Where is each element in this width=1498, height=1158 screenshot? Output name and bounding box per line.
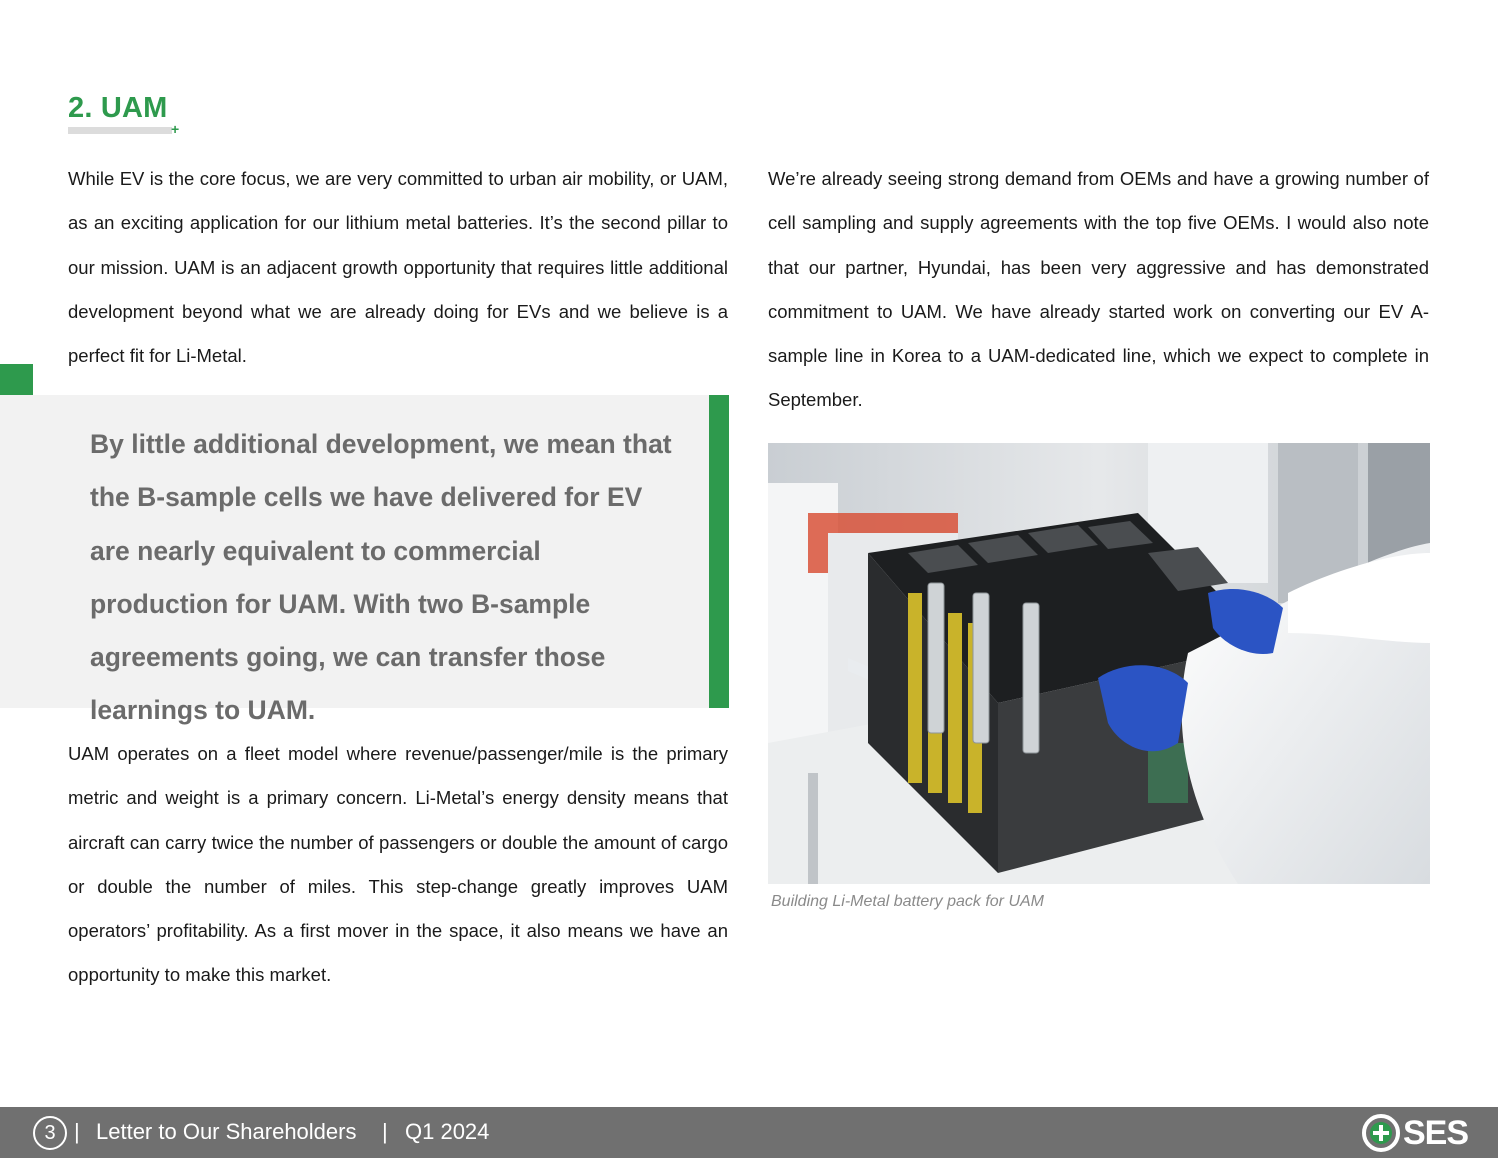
battery-pack-photo — [768, 443, 1430, 884]
footer-separator: | — [382, 1119, 388, 1144]
ses-logo-text: SES — [1403, 1114, 1469, 1152]
footer-separator: | — [74, 1119, 80, 1144]
section-title: 2. UAM — [68, 92, 168, 124]
paragraph-fleet-model: UAM operates on a fleet model where revenue/passenger/mile is the primary metric and weight is a primary concern. Li-Metal’s energy density means that aircraft can carry twice the number of passengers or double the amount of cargo or double the number of miles. This step-change greatly improves UAM operators’ profitability. As a first mover in the space, it also means we have an opportunity to make this market. — [68, 743, 728, 986]
accent-square — [0, 364, 33, 395]
title-plus-icon: + — [171, 121, 180, 137]
paragraph-uam-intro: While EV is the core focus, we are very committed to urban air mobility, or UAM, as an exciting application for our lithium metal batteries. It’s the second pillar to our mission. UAM is an adjacent growth opportunity that requires little additional development beyond what we are already doing for EVs and we believe is a perfect fit for Li-Metal. — [68, 168, 728, 367]
paragraph-oem-demand: We’re already seeing strong demand from OEMs and have a growing number of cell sampling and supply agreements with the top five OEMs. I would also note that our partner, Hyundai, has been very aggressive and has demonstrated commitment to UAM. We have already started work on converting our EV A-sample line in Korea to a UAM-dedicated line, which we expect to complete in September. — [768, 168, 1429, 411]
pull-quote-text: By little additional development, we mean that the B-sample cells we have delivered for EV are nearly equivalent to commercial production for UAM. With two B-sample agreements going, we can transfer those learnings to UAM. — [90, 429, 672, 726]
footer-document-title: Letter to Our Shareholders — [96, 1119, 357, 1144]
footer-quarter: Q1 2024 — [405, 1119, 490, 1144]
photo-caption: Building Li-Metal battery pack for UAM — [771, 893, 1044, 910]
pull-quote-accent-bar — [709, 395, 729, 708]
title-underline — [68, 127, 172, 134]
ses-logo — [1361, 1112, 1473, 1154]
ses-logo-icon — [1361, 1113, 1401, 1153]
battery-pack-illustration — [768, 443, 1430, 884]
page-number-badge: 3 — [33, 1116, 67, 1150]
footer-bar — [0, 1107, 1498, 1158]
